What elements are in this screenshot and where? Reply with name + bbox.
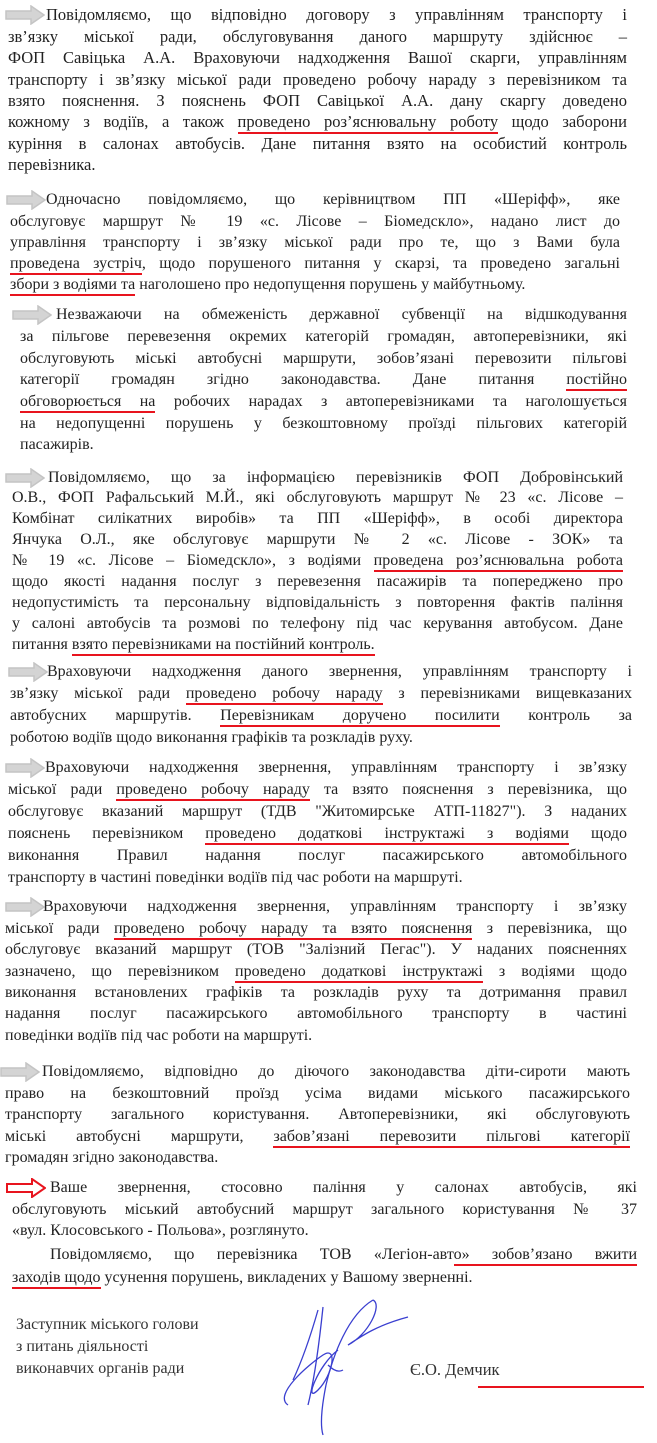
position-line: з питань діяльності <box>16 1338 149 1355</box>
text-segment: Повідомляємо, що за інформацією перевізників ФОП Добровінський <box>48 468 623 486</box>
text-segment: виконання Правил надання послуг пасажирського автомобільного <box>8 847 627 864</box>
text-line <box>5 961 627 982</box>
text-segment: на недопущенні порушень у безкоштовному проїзді пільгових категорій <box>20 414 627 432</box>
text-segment: щодо <box>568 825 627 842</box>
text-line <box>12 488 623 509</box>
text-line <box>43 896 627 917</box>
text-line <box>8 111 627 132</box>
text-line <box>8 801 627 823</box>
text-segment: Враховуючи надходження звернення, управлінням транспорту і зв’язку <box>43 898 627 916</box>
text-line <box>12 1199 637 1221</box>
text-segment: зазначено, що перевізником <box>5 962 236 980</box>
text-line <box>50 1243 637 1266</box>
text-segment: обслуговує маршрут № 19 «с. Лісове – Біомедскло», надано лист до <box>10 212 620 230</box>
text-segment: транспорту і зв’язку міської ради проведено робочу нараду з перевізником та <box>8 69 627 89</box>
highlighted-phrase: проведена роз’яснювальна робота <box>374 552 623 572</box>
text-segment: поведінки водіїв під час роботи на маршруті. <box>5 1026 313 1044</box>
text-segment: роботою водіїв щодо виконання графіків та розкладів руху. <box>10 729 413 746</box>
text-line <box>8 69 627 90</box>
text-segment: Одночасно повідомляємо, що керівництвом ПП «Шеріфф», яке <box>46 191 620 209</box>
text-segment: пояснень перевізником <box>8 825 206 842</box>
text-segment: щодо заборони <box>498 112 627 132</box>
text-segment: з перевізника, що <box>472 919 627 937</box>
text-segment: Комбінат силікатних виробів» та ПП «Шеріфф», в особі директора <box>12 510 623 528</box>
text-line <box>12 509 623 530</box>
text-line <box>10 253 620 274</box>
text-segment: робочих нарадах з автоперевізниками та наголошується <box>155 392 627 410</box>
text-line <box>8 47 627 68</box>
text-line <box>5 1083 630 1105</box>
highlighted-phrase: проведена зустріч <box>10 255 142 275</box>
arrow-right-outline-icon <box>5 758 45 778</box>
text-segment: міської ради <box>8 781 117 798</box>
text-line <box>10 683 632 705</box>
text-segment: обслуговують міські автобусні маршрути, зобов’язані перевозити пільгові <box>20 349 627 367</box>
text-segment: куріння в салонах автобусів. Дане питання взято на особистий контроль <box>8 133 627 153</box>
highlighted-phrase: проведено додаткові інструктажі з водіями <box>205 825 569 845</box>
text-segment: категорії громадян згідно законодавства. Дане питання <box>20 371 567 389</box>
text-segment: та взято пояснення з перевізника, що <box>309 781 628 798</box>
text-segment: взято пояснення. З пояснень ФОП Савіцької А.А. дану скаргу доведено <box>8 90 627 110</box>
arrow-right-outline-icon <box>5 468 45 488</box>
text-segment: зв’язку міської ради, обслуговування даного маршруту здійснює – <box>8 26 627 46</box>
highlighted-phrase: проведено робочу нараду <box>186 685 383 705</box>
text-segment: обслуговує вказаний маршрут (ТДВ "Житомирське АТП-11827"). З наданих <box>8 803 627 820</box>
position-line: виконавчих органів ради <box>16 1360 185 1377</box>
text-segment: № 19 «с. Лісове – Біомедскло», з водіями <box>12 552 374 570</box>
arrow-right-outline-icon <box>8 662 48 682</box>
text-segment: усунення порушень, викладених у Вашому зверненні. <box>100 1268 473 1286</box>
text-line <box>20 434 627 456</box>
text-line <box>20 326 627 348</box>
text-segment: кожному з водіїв, а також <box>8 112 238 132</box>
text-segment: з водіями щодо <box>482 962 627 980</box>
text-segment: міські автобусні маршрути, <box>5 1127 274 1145</box>
text-line <box>46 4 627 25</box>
arrow-right-outline-icon <box>0 1062 40 1082</box>
highlighted-phrase: проведено робочу нараду <box>116 781 310 801</box>
text-line <box>5 1104 630 1126</box>
text-line <box>20 348 627 370</box>
text-line <box>10 705 632 727</box>
text-line <box>12 551 623 572</box>
highlighted-phrase: взято перевізниками на постійний контроль. <box>72 636 375 656</box>
handwritten-signature <box>278 1295 418 1440</box>
text-segment: Незважаючи на обмеженість державної субвенції на відшкодування <box>56 306 627 324</box>
text-segment: транспорту загального користування. Автоперевізники, які обслуговують <box>5 1106 630 1124</box>
text-segment: у салоні автобусів та розмові по телефону під час керування автобусом. Дане <box>12 614 623 632</box>
arrow-right-outline-icon <box>5 5 45 25</box>
text-line <box>8 823 627 845</box>
text-line <box>5 1025 627 1046</box>
text-line <box>8 845 627 867</box>
text-segment: «вул. Клосовського - Польова», розглянуто. <box>12 1222 309 1240</box>
text-line <box>10 211 620 232</box>
text-segment: обслуговує вказаний маршрут (ТОВ "Залізний Пегас"). У наданих поясненнях <box>5 941 627 959</box>
highlighted-phrase: о» зобов’язано вжити <box>454 1246 637 1266</box>
arrow-right-outline-icon <box>12 305 52 325</box>
highlighted-phrase: Перевізникам доручено посилити <box>220 707 499 727</box>
text-segment: управління транспорту і зв’язку міської ради про те, що з Вами була <box>10 233 620 251</box>
text-segment: обслуговують міський автобусний маршрут загального користування № 37 <box>12 1200 637 1218</box>
text-line <box>5 1003 627 1024</box>
text-segment: щодо якості надання послуг з перевезення пасажирів та попереджено про <box>12 573 623 591</box>
signatory-name: Є.О. Демчик <box>410 1360 500 1379</box>
text-line <box>20 413 627 435</box>
arrow-right-red-icon <box>6 1178 46 1198</box>
arrow-right-outline-icon <box>6 190 46 210</box>
highlighted-phrase: постійно <box>566 371 627 391</box>
text-line <box>12 530 623 551</box>
text-segment: ФОП Савіцька А.А. Враховуючи надходження Вашої скарги, управлінням <box>8 48 627 68</box>
text-segment: Повідомляємо, що відповідно договору з управлінням транспорту і <box>46 5 627 25</box>
text-segment: виконання встановлених графіків та розкладів руху та дотримання правил <box>5 983 627 1001</box>
text-line <box>56 304 627 326</box>
text-segment: , щодо порушеного питання у скарзі, та проведено загальні <box>141 255 620 272</box>
text-segment: О.В., ФОП Рафальський М.Й., які обслуговують маршрут № 23 «с. Лісове – <box>12 489 623 507</box>
text-line <box>8 90 627 111</box>
text-line <box>5 1147 630 1169</box>
text-line <box>42 1061 630 1083</box>
text-segment: Враховуючи надходження звернення, управлінням транспорту і зв’язку <box>45 759 627 776</box>
text-line <box>10 274 620 295</box>
text-segment: Повідомляємо, відповідно до діючого законодавства діти-сироти мають <box>42 1063 630 1081</box>
text-segment: за пільгове перевезення окремих категорій громадян, автоперевізники, які <box>20 327 627 345</box>
text-line <box>5 982 627 1003</box>
highlighted-phrase: заходів щодо <box>12 1269 101 1289</box>
text-line <box>12 1220 637 1242</box>
text-line <box>5 939 627 960</box>
text-line <box>20 391 627 413</box>
text-line <box>47 661 632 683</box>
text-line <box>8 133 627 154</box>
text-segment: Ваше звернення, стосовно паління у салонах автобусів, які <box>50 1179 637 1197</box>
text-segment: питання <box>12 635 72 653</box>
text-line <box>12 635 623 656</box>
text-line <box>48 468 623 489</box>
text-line <box>20 369 627 391</box>
text-segment: зв’язку міської ради <box>10 685 186 702</box>
position-line: Заступник міського голови <box>16 1316 199 1333</box>
highlighted-phrase: збори з водіями та <box>10 276 135 296</box>
text-line <box>12 572 623 593</box>
text-segment: пасажирів. <box>20 436 94 454</box>
text-segment: Янчука О.Л., яке обслуговує маршрути № 2 «с. Лісове - ЗОК» та <box>12 531 623 549</box>
highlighted-phrase: проведено роз’яснювальну роботу <box>238 112 499 134</box>
highlighted-phrase: обговорюється на <box>20 393 155 413</box>
highlighted-phrase: проведено додаткові інструктажі <box>235 963 483 983</box>
arrow-right-outline-icon <box>5 897 45 917</box>
text-line <box>46 189 620 210</box>
text-line <box>12 593 623 614</box>
text-line <box>8 154 627 175</box>
text-segment: перевізника. <box>8 155 96 175</box>
text-line <box>5 1126 630 1148</box>
text-segment: контроль за <box>499 707 633 724</box>
highlighted-phrase: проведено робочу нараду та взято пояснення <box>114 920 472 940</box>
text-segment: з перевізниками вищевказаних <box>382 685 633 702</box>
text-segment: транспорту в частині поведінки водіїв під час роботи на маршруті. <box>8 869 463 886</box>
text-line <box>10 232 620 253</box>
text-line <box>8 779 627 801</box>
text-segment: автобусних маршрутів. <box>10 707 221 724</box>
text-segment: недопустимість та персональну відповідальність з повторення фактів паління <box>12 593 623 611</box>
text-segment: наголошено про недопущення порушень у майбутньому. <box>135 276 526 294</box>
text-segment: право на безкоштовний проїзд усіма видами міського пасажирського <box>5 1084 630 1102</box>
text-line <box>45 757 627 779</box>
text-segment: Враховуючи надходження даного звернення, управлінням транспорту і <box>47 663 632 680</box>
name-underline <box>478 1386 644 1388</box>
text-segment: надання послуг пасажирського автомобільного транспорту в частині <box>5 1005 627 1023</box>
text-segment: громадян згідно законодавства. <box>5 1149 219 1167</box>
text-line <box>5 918 627 939</box>
text-line <box>12 1266 637 1289</box>
text-line <box>8 867 627 889</box>
text-line <box>50 1177 637 1199</box>
highlighted-phrase: забов’язані перевозити пільгові категорії <box>273 1128 630 1148</box>
text-segment: міської ради <box>5 919 114 937</box>
text-segment: Повідомляємо, що перевізника ТОВ «Легіон-авт <box>50 1245 454 1263</box>
text-line <box>8 26 627 47</box>
text-line <box>12 614 623 635</box>
text-line <box>10 727 632 749</box>
